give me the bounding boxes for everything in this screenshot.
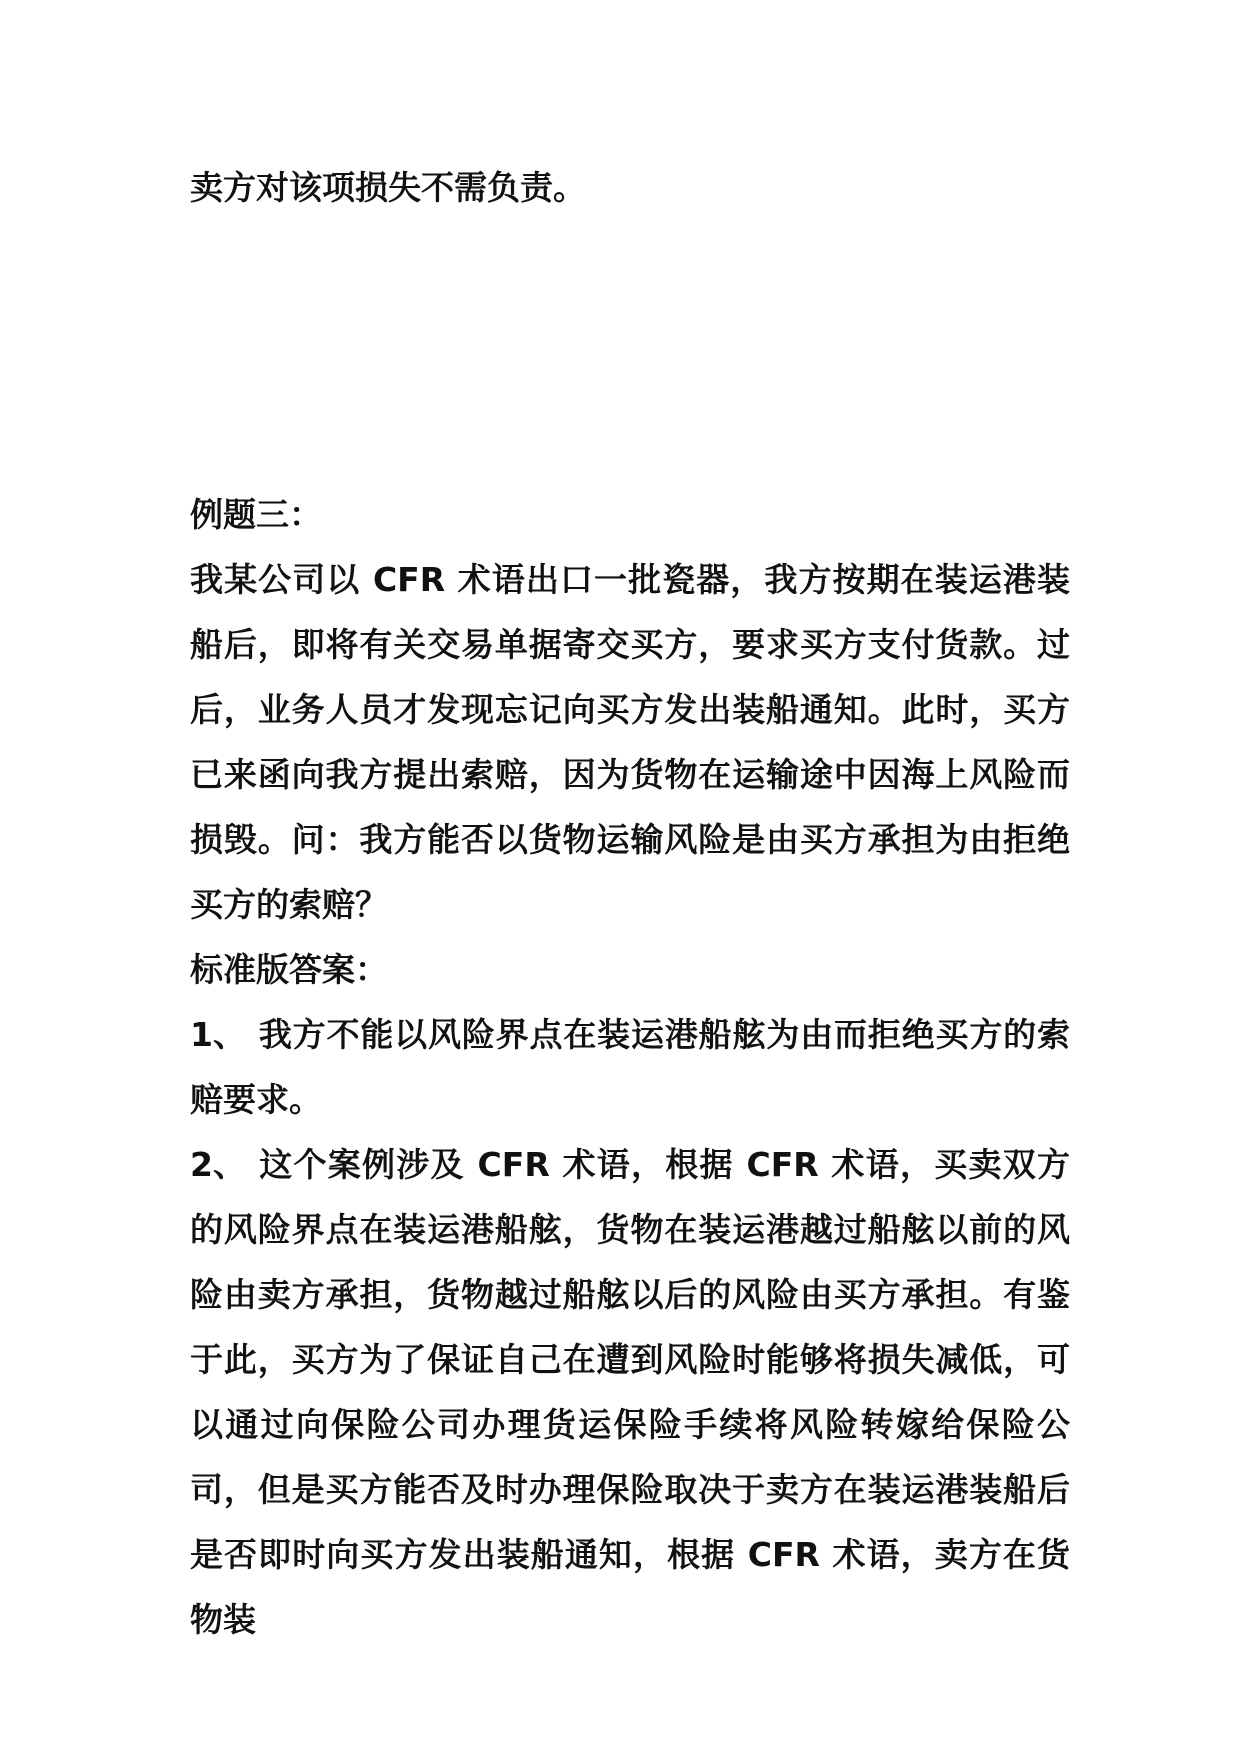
answer-item-text: 这个案例涉及 CFR 术语，根据 CFR 术语，买卖双方的风险界点在装运港船舷，货物在装运港越过船舷以前的风险由卖方承担，货物越过船舷以后的风险由买方承担。有鉴于此，买方为了保证自己在遭到风险时能够将损失减低，可以通过向保险公司办理货运保险手续将风险转嫁给保险公司，但是买方能否及时办理保险取决于卖方在装运港装船后是否即时向买方发出装船通知，根据 CFR 术语，卖方在货物装 <box>190 1145 1070 1639</box>
answer-item-number: 1、 <box>190 1015 246 1054</box>
answer-item-2 <box>190 1132 1070 1652</box>
example-heading: 例题三： <box>190 495 322 534</box>
example-question: 我某公司以 CFR 术语出口一批瓷器，我方按期在装运港装船后，即将有关交易单据寄交买方，要求买方支付货款。过后，业务人员才发现忘记向买方发出装船通知。此时，买方已来函向我方提出索赔，因为货物在运输途中因海上风险而损毁。问：我方能否以货物运输风险是由买方承担为由拒绝买方的索赔？ <box>190 560 1070 924</box>
answer-heading: 标准版答案： <box>190 950 388 989</box>
answer-item-1 <box>190 1002 1070 1132</box>
answer-item-number: 2、 <box>190 1145 246 1184</box>
answer-item-text: 我方不能以风险界点在装运港船舷为由而拒绝买方的索赔要求。 <box>190 1015 1070 1119</box>
intro-tail-sentence: 卖方对该项损失不需负责。 <box>190 168 586 207</box>
example-section <box>190 482 1070 1652</box>
